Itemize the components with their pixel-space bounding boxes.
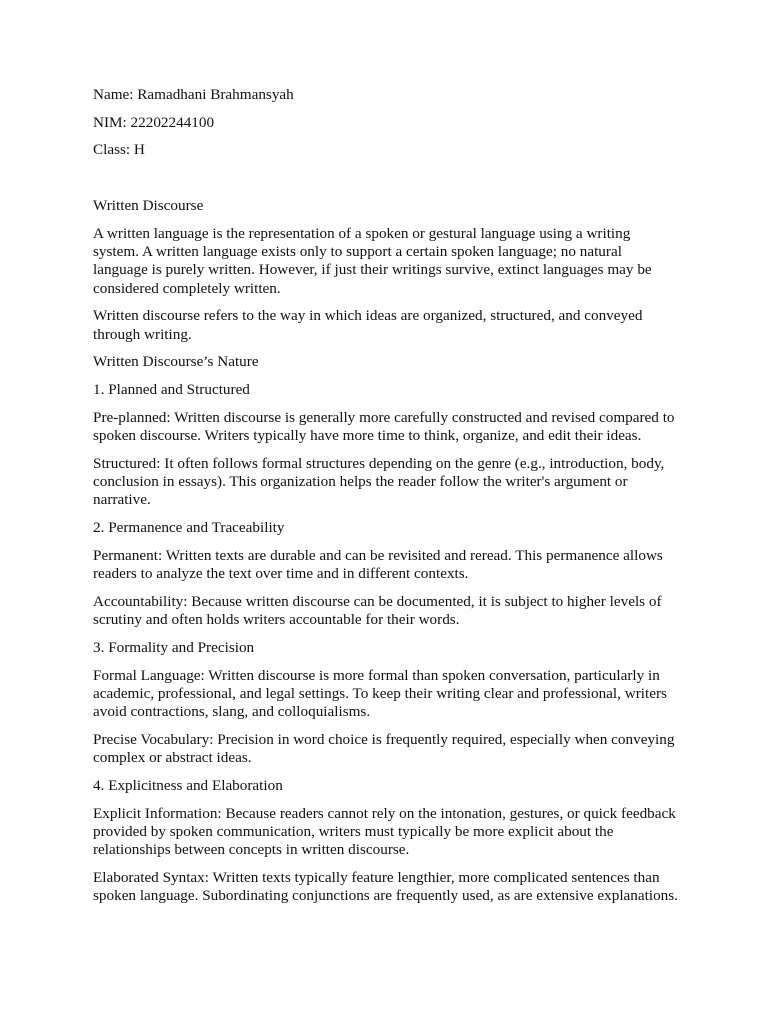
- blank-line: [93, 169, 678, 197]
- subheading-permanence: 2. Permanence and Traceability: [93, 519, 285, 537]
- subheading-explicitness: 4. Explicitness and Elaboration: [93, 776, 283, 794]
- section-heading-nature: Written Discourse’s Nature: [93, 353, 259, 371]
- paragraph-definition: Written discourse refers to the way in which ideas are organized, structured, and conveyed through writing.: [93, 307, 643, 343]
- paragraph-structured: Structured: It often follows formal structures depending on the genre (e.g., introduction, body, conclusion in essays). This organization helps the reader follow the writer's argument or narrative.: [93, 454, 665, 509]
- paragraph-elaborated-syntax: Elaborated Syntax: Written texts typically feature lengthier, more complicated sentences than spoken language. Subordinating conjunctions are frequently used, as are extensive explanations.: [93, 868, 678, 905]
- paragraph-precise-vocabulary: Precise Vocabulary: Precision in word choice is frequently required, especially when conveying complex or abstract ideas.: [93, 730, 675, 767]
- paragraph-permanent: Permanent: Written texts are durable and can be revisited and reread. This permanence allows readers to analyze the text over time and in different contexts.: [93, 546, 663, 583]
- paragraph-formal-language: Formal Language: Written discourse is more formal than spoken conversation, particularly in academic, professional, and legal settings. To keep their writing clear and professional, writers avoid contractions, slang, and colloquialisms.: [93, 666, 667, 721]
- student-nim: NIM: 22202244100: [93, 113, 215, 131]
- paragraph-pre-planned: Pre-planned: Written discourse is generally more carefully constructed and revised compared to spoken discourse. Writers typically have more time to think, organize, and edit their ideas.: [93, 408, 675, 445]
- subheading-planned: 1. Planned and Structured: [93, 381, 250, 399]
- document-title: Written Discourse: [93, 197, 204, 215]
- paragraph-intro: A written language is the representation of a spoken or gestural language using a writing system. A written language exists only to support a certain spoken language; no natural language is purely written. However, if just their writings survive, extinct languages may be considered completely written.: [93, 224, 652, 297]
- student-info: [93, 86, 678, 160]
- paragraph-explicit-information: Explicit Information: Because readers cannot rely on the intonation, gestures, or quick feedback provided by spoken communication, writers must typically be more explicit about the relationships between concepts in written discourse.: [93, 804, 676, 859]
- paragraph-accountability: Accountability: Because written discourse can be documented, it is subject to higher levels of scrutiny and often holds writers accountable for their words.: [93, 592, 662, 629]
- subheading-formality: 3. Formality and Precision: [93, 638, 255, 656]
- student-name: Name: Ramadhani Brahmansyah: [93, 86, 294, 103]
- student-class: Class: H: [93, 141, 145, 159]
